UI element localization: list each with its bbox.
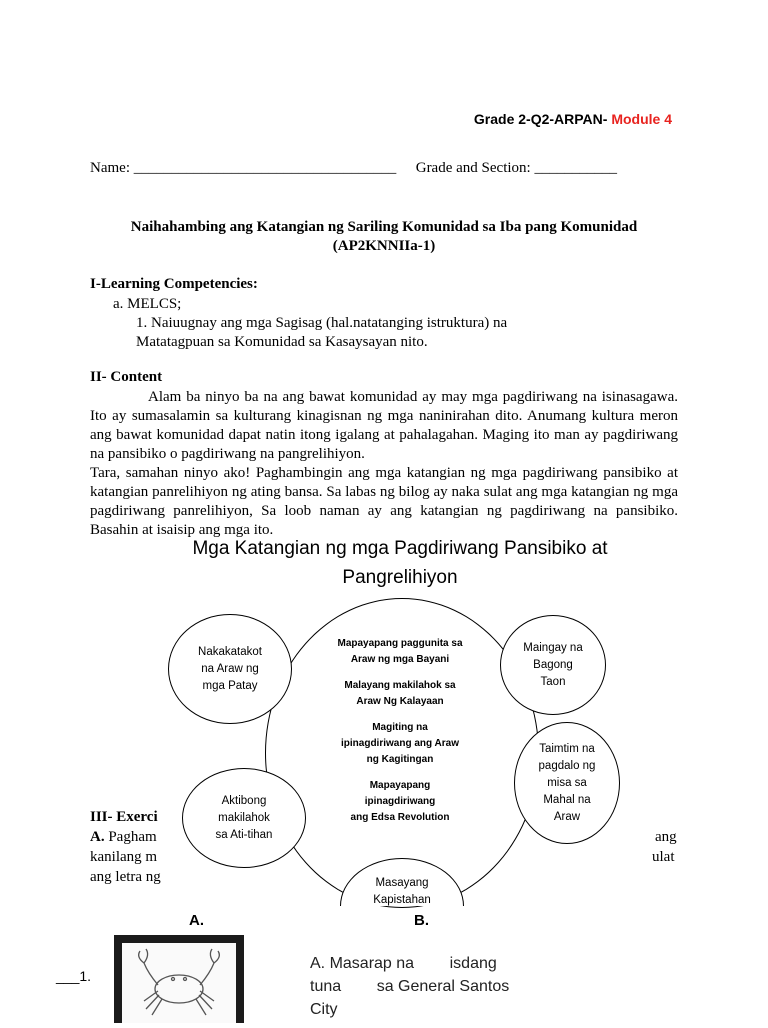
exercise-letter-a: A. bbox=[90, 829, 105, 845]
center-text-6: ipinagdiriwang ang Araw bbox=[341, 738, 459, 749]
crab-picture bbox=[122, 943, 236, 1023]
option-b-line-1: A. Masarap na isdang bbox=[310, 955, 497, 972]
crab-icon bbox=[122, 943, 236, 1023]
competency-line-2: Matatagpuan sa Komunidad sa Kasaysayan nito. bbox=[136, 334, 428, 350]
center-text-9: ipinagdiriwang bbox=[364, 796, 436, 807]
diagram-title-line-1: Mga Katangian ng mga Pagdiriwang Pansibiko at bbox=[192, 538, 608, 559]
diagram-title-line-2: Pangrelihiyon bbox=[342, 567, 458, 588]
name-blank[interactable]: ___________________________________ bbox=[133, 160, 397, 176]
center-text-10: ang Edsa Revolution bbox=[350, 812, 450, 823]
exercise-line-2-start: kanilang m bbox=[90, 849, 158, 865]
grade-section-label: Grade and Section: bbox=[415, 160, 531, 176]
competency-line-1: 1. Naiuugnay ang mga Sagisag (hal.natatanging istruktura) na bbox=[136, 315, 508, 331]
column-b-label: B. bbox=[414, 912, 429, 929]
exercise-line-1-start bbox=[90, 828, 157, 847]
outer-top-right-line-3: Taon bbox=[540, 675, 566, 688]
content-paragraph-1: Alam ba ninyo ba na ang bawat komunidad ay may mga pagdiriwang na isinasagawa. Ito ay sumasalamin sa kulturang kinagisnan ng mga naninirahan dito. Anumang kultura meron ang bawat komunidad dapat natin itong igalang at pahalagahan. Maging ito man ay pagdiriwang na pansibiko o pagdiriwang na pangrelihiyon. bbox=[90, 389, 678, 462]
option-b-line-3: City bbox=[310, 1001, 338, 1018]
center-text-5: Magiting na bbox=[372, 722, 428, 733]
center-text-2: Araw ng mga Bayani bbox=[350, 654, 450, 665]
content-heading: II- Content bbox=[90, 369, 163, 385]
outer-circle-top-left bbox=[168, 614, 292, 724]
outer-right-line-1: Taimtim na bbox=[539, 742, 595, 755]
outer-left-line-1: Aktibong bbox=[221, 794, 267, 807]
outer-circle-bottom bbox=[340, 858, 464, 906]
center-text-group bbox=[300, 636, 500, 826]
outer-left-line-2: makilahok bbox=[218, 811, 270, 824]
outer-right-line-2: pagdalo ng bbox=[538, 759, 596, 772]
name-line bbox=[90, 160, 617, 177]
exercise-line-2-end: ulat bbox=[652, 849, 675, 865]
header-prefix: Grade 2-Q2-ARPAN- bbox=[473, 111, 608, 127]
outer-top-right-line-1: Maingay na bbox=[523, 641, 583, 654]
outer-bottom-line-2: Kapistahan bbox=[373, 894, 431, 906]
exercise-line-3-start: ang letra ng bbox=[90, 869, 161, 885]
lesson-code: (AP2KNNIIa-1) bbox=[332, 238, 436, 254]
outer-circle-right bbox=[514, 722, 620, 844]
lesson-title: Naihahambing ang Katangian ng Sariling Komunidad sa Iba pang Komunidad bbox=[130, 219, 638, 235]
column-a-label: A. bbox=[189, 912, 204, 929]
exercise-line-1-word: Pagham bbox=[108, 829, 157, 845]
outer-right-line-5: Araw bbox=[553, 810, 581, 823]
center-text-1: Mapayapang paggunita sa bbox=[337, 638, 463, 649]
content-body bbox=[90, 388, 678, 540]
content-paragraph-2: Tara, samahan ninyo ako! Paghambingin ang mga katangian ng mga pagdiriwang pansibiko at katangian panrelihiyon ng ating bansa. Sa labas ng bilog ay naka sulat ang mga katangian ng mga pagdiriwang panrelihiyon, Sa loob naman ay ang katangian ng pagdiriwang na pansibiko. Basahin at isaisip ang mga ito. bbox=[90, 465, 678, 538]
outer-right-line-4: Mahal na bbox=[543, 793, 591, 806]
outer-top-left-line-3: mga Patay bbox=[202, 679, 258, 692]
outer-top-left-line-1: Nakakatakot bbox=[198, 645, 262, 658]
center-text-8: Mapayapang bbox=[369, 780, 431, 791]
header-module: Module 4 bbox=[611, 111, 672, 127]
outer-circle-left bbox=[182, 768, 306, 868]
outer-circle-bottom-clip bbox=[340, 858, 464, 906]
center-text-4: Araw Ng Kalayaan bbox=[356, 696, 444, 707]
grade-section-blank[interactable]: ___________ bbox=[534, 160, 617, 176]
outer-bottom-line-1: Masayang bbox=[375, 877, 429, 889]
outer-right-line-3: misa sa bbox=[547, 776, 587, 789]
outer-top-right-line-2: Bagong bbox=[533, 658, 573, 671]
exercise-line-1-end: ang bbox=[655, 829, 677, 845]
name-label: Name: bbox=[90, 160, 130, 176]
melcs-item: a. MELCS; bbox=[113, 296, 182, 312]
item-1-option-b bbox=[310, 952, 509, 1021]
option-b-line-2: tuna sa General Santos bbox=[310, 978, 510, 995]
outer-top-left-line-2: na Araw ng bbox=[201, 662, 259, 675]
crab-picture-frame bbox=[114, 935, 244, 1023]
center-text-3: Malayang makilahok sa bbox=[344, 680, 456, 691]
exercise-heading: III- Exerci bbox=[90, 809, 158, 825]
module-header bbox=[474, 111, 672, 127]
learning-competencies-heading: I-Learning Competencies: bbox=[90, 276, 258, 292]
center-text-7: ng Kagitingan bbox=[366, 754, 434, 765]
item-1-answer-blank[interactable]: ___1. bbox=[56, 968, 92, 984]
outer-left-line-3: sa Ati-tihan bbox=[215, 828, 273, 841]
outer-circle-top-right bbox=[500, 615, 606, 715]
